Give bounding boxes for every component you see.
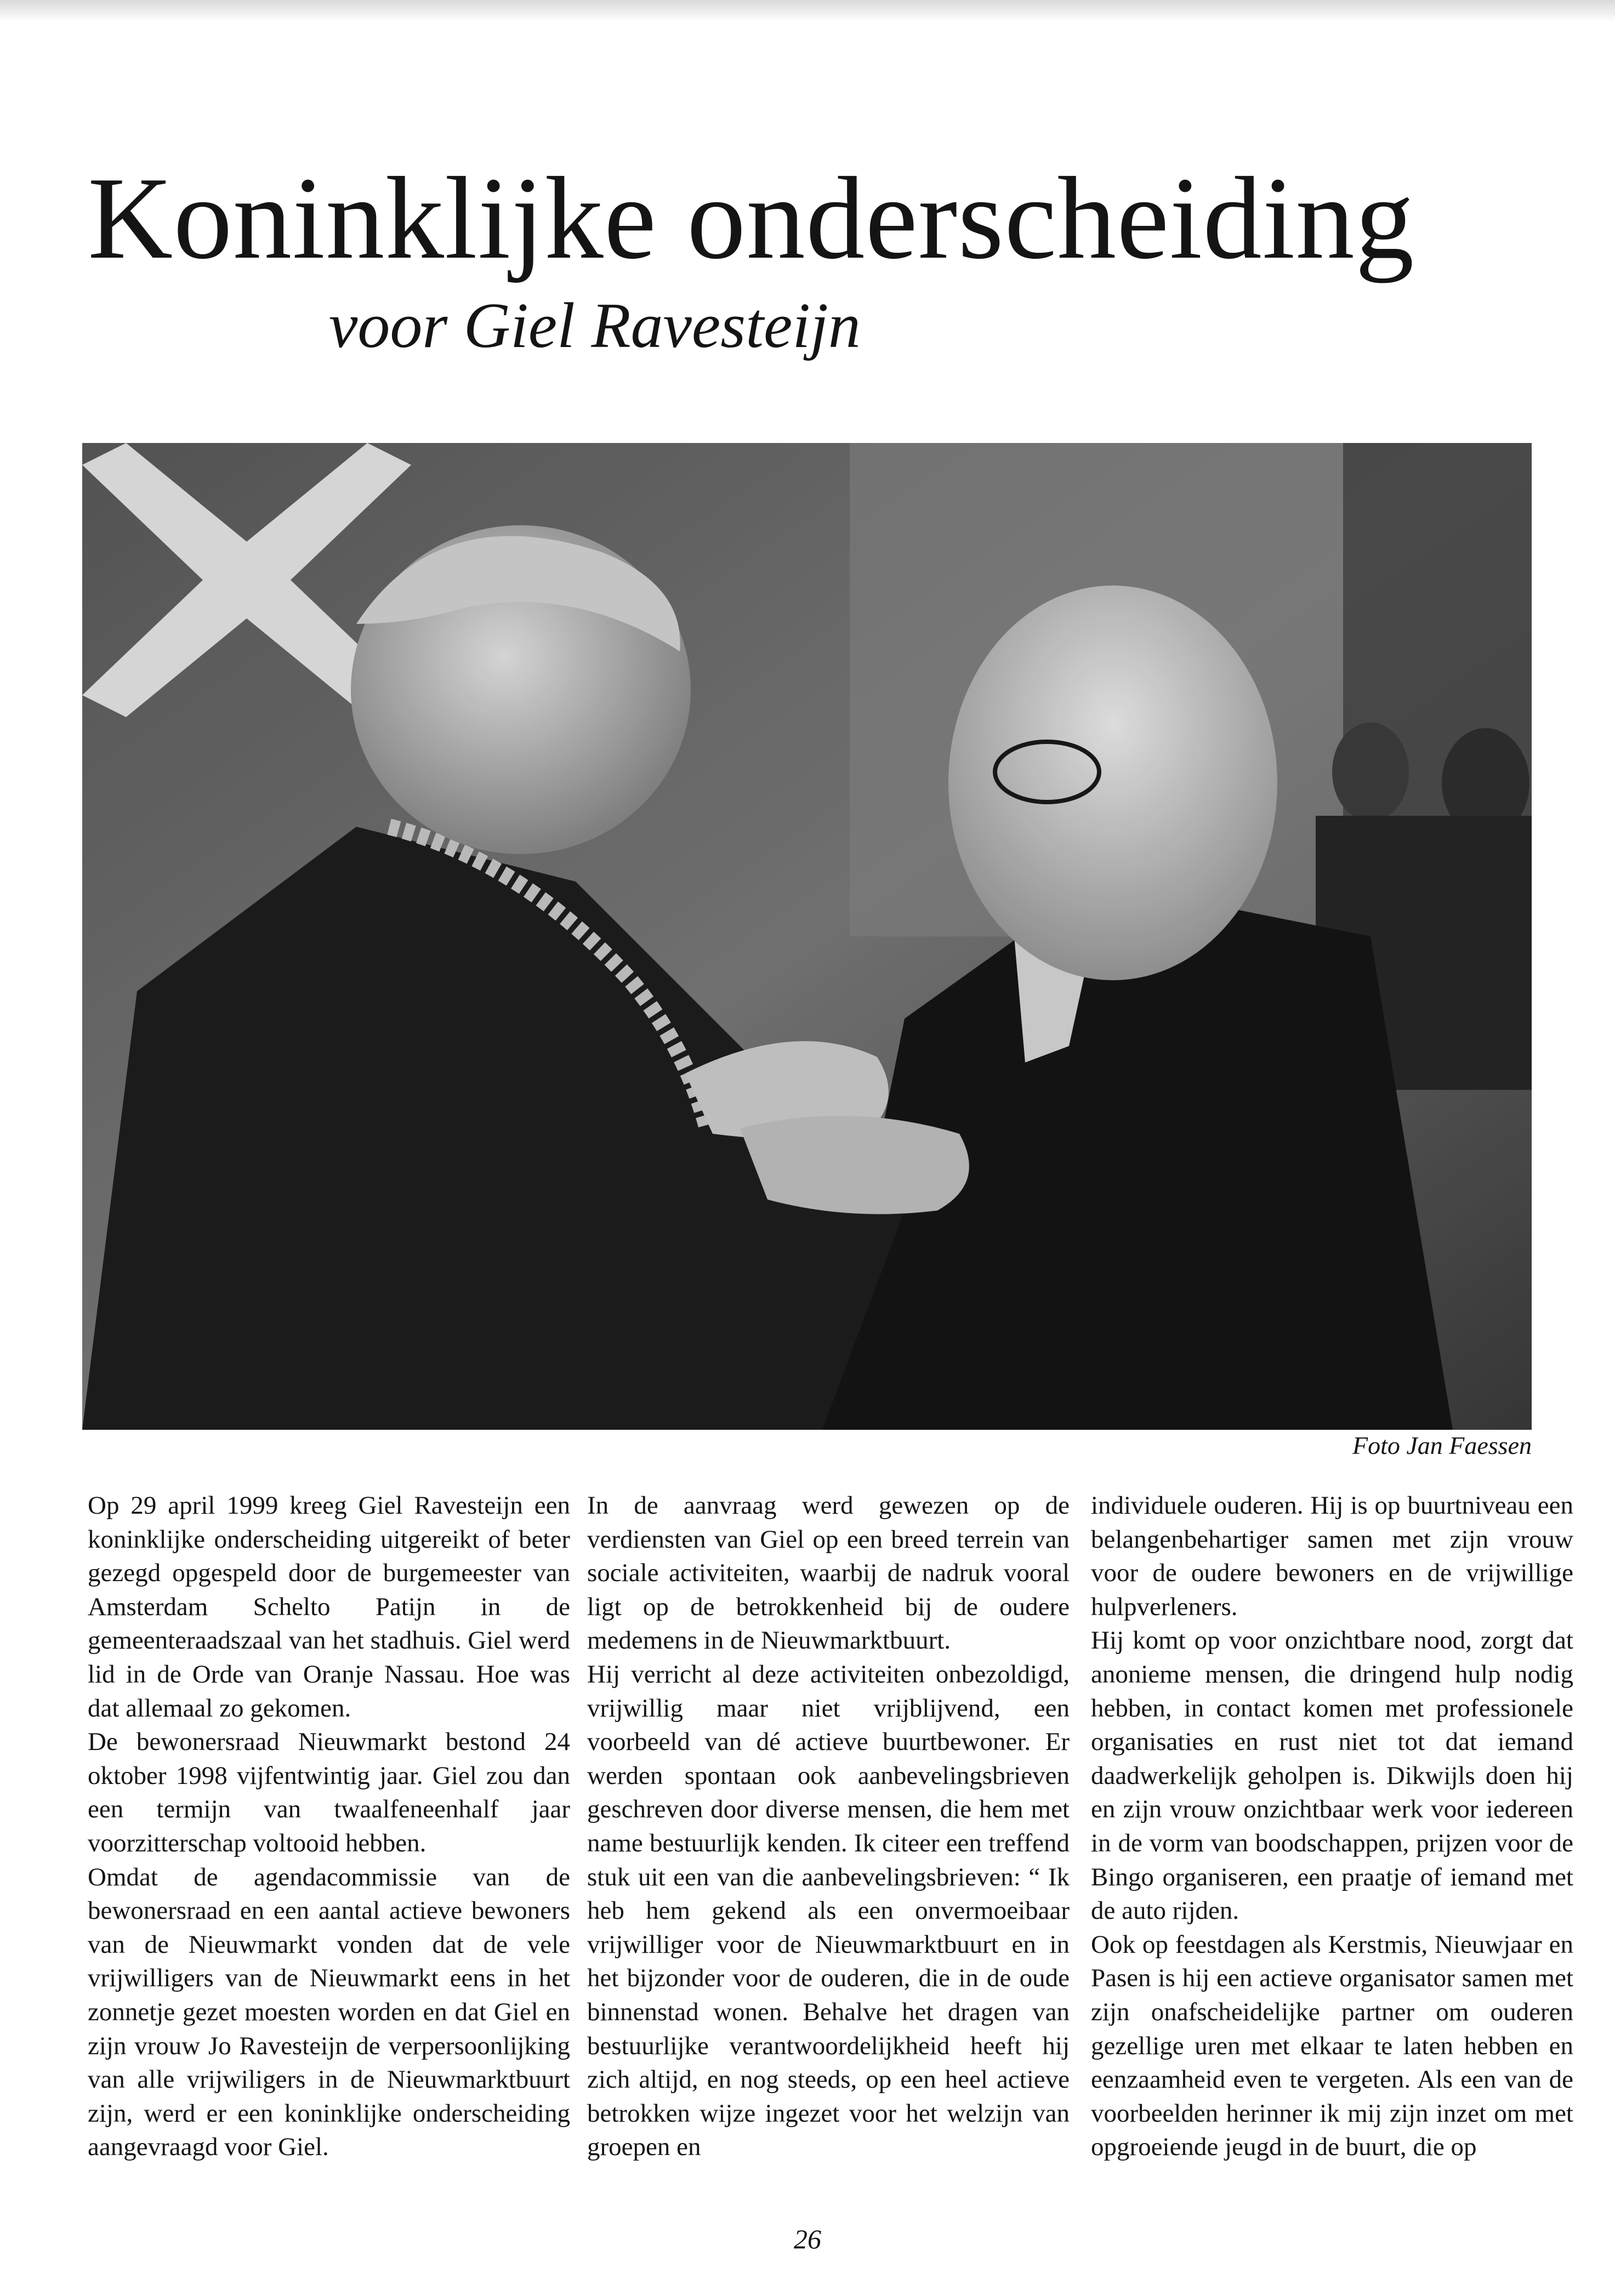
text-column-1 xyxy=(88,1489,570,2196)
paragraph: De bewonersraad Nieuwmarkt bestond 24 oktober 1998 vijfentwintig jaar. Giel zou dan een termijn van twaalfeneenhalf jaar voorzitterschap voltooid hebben. xyxy=(88,1727,570,1857)
article-photo xyxy=(82,443,1532,1430)
paragraph: Hij verricht al deze activiteiten onbezoldigd, vrijwillig maar niet vrijblijvend, een voorbeeld van dé actieve buurtbewoner. Er werden spontaan ook aanbevelingsbrieven geschreven door diverse mensen, die hem met name bestuurlijk kenden. Ik citeer een treffend stuk uit een van die aanbevelingsbrieven: “ Ik heb hem gekend als een onvermoeibaar vrijwilliger voor de Nieuwmarktbuurt en in het bijzonder voor de ouderen, die in de oude binnenstad wonen. Behalve het dragen van bestuurlijke verantwoordelijkheid heeft hij zich altijd, en nog steeds, op een heel actieve betrokken wijze ingezet voor het welzijn van groepen en xyxy=(587,1660,1070,2162)
paragraph: Omdat de agendacommissie van de bewonersraad en een aantal actieve bewoners van de Nieuwmarkt vonden dat de vele vrijwilligers van de Nieuwmarkt eens in het zonnetje gezet moesten worden en dat Giel en zijn vrouw Jo Ravesteijn de verpersoonlijking van alle vrijwiligers in de Nieuwmarktbuurt zijn, werd er een koninklijke onderscheiding aangevraagd voor Giel. xyxy=(88,1862,570,2162)
photo-caption: Foto Jan Faessen xyxy=(1352,1431,1532,1459)
text-column-2 xyxy=(587,1489,1070,2196)
paragraph: Ook op feestdagen als Kerstmis, Nieuwjaar en Pasen is hij een actieve organisator samen met zijn onafscheidelijke partner om ouderen gezellige uren met elkaar te laten hebben en eenzaamheid even te vergeten. Als een van de voorbeelden herinner ik mij zijn inzet om met opgroeiende jeugd in de buurt, die op xyxy=(1091,1930,1573,2162)
paragraph: individuele ouderen. Hij is op buurtniveau een belangenbehartiger samen met zijn vrouw voor de oudere bewoners en de vrijwillige hulpverleners. xyxy=(1091,1491,1573,1621)
scan-edge-shading xyxy=(0,0,1615,22)
paragraph: Hij komt op voor onzichtbare nood, zorgt dat anonieme mensen, die dringend hulp nodig hebben, in contact komen met professionele organisaties en rust niet tot dat iemand daadwerkelijk geholpen is. Dikwijls doen hij en zijn vrouw onzichtbaar werk voor iedereen in de vorm van boodschappen, prijzen voor de Bingo organiseren, een praatje of iemand met de auto rijden. xyxy=(1091,1626,1573,1925)
paragraph: Op 29 april 1999 kreeg Giel Ravesteijn een koninklijke onderscheiding uitgereikt of beter gezegd opgespeld door de burgemeester van Amsterdam Schelto Patijn in de gemeenteraadszaal van het stadhuis. Giel werd lid in de Orde van Oranje Nassau. Hoe was dat allemaal zo gekomen. xyxy=(88,1491,570,1723)
article-title: Koninklijke onderscheiding xyxy=(88,152,1415,283)
text-column-3 xyxy=(1091,1489,1573,2196)
paragraph: In de aanvraag werd gewezen op de verdiensten van Giel op een breed terrein van sociale activiteiten, waarbij de nadruk vooral ligt op de betrokkenheid bij de oudere medemens in de Nieuwmarktbuurt. xyxy=(587,1491,1070,1655)
article-subtitle: voor Giel Ravesteijn xyxy=(329,289,861,361)
page-number: 26 xyxy=(794,2224,821,2254)
